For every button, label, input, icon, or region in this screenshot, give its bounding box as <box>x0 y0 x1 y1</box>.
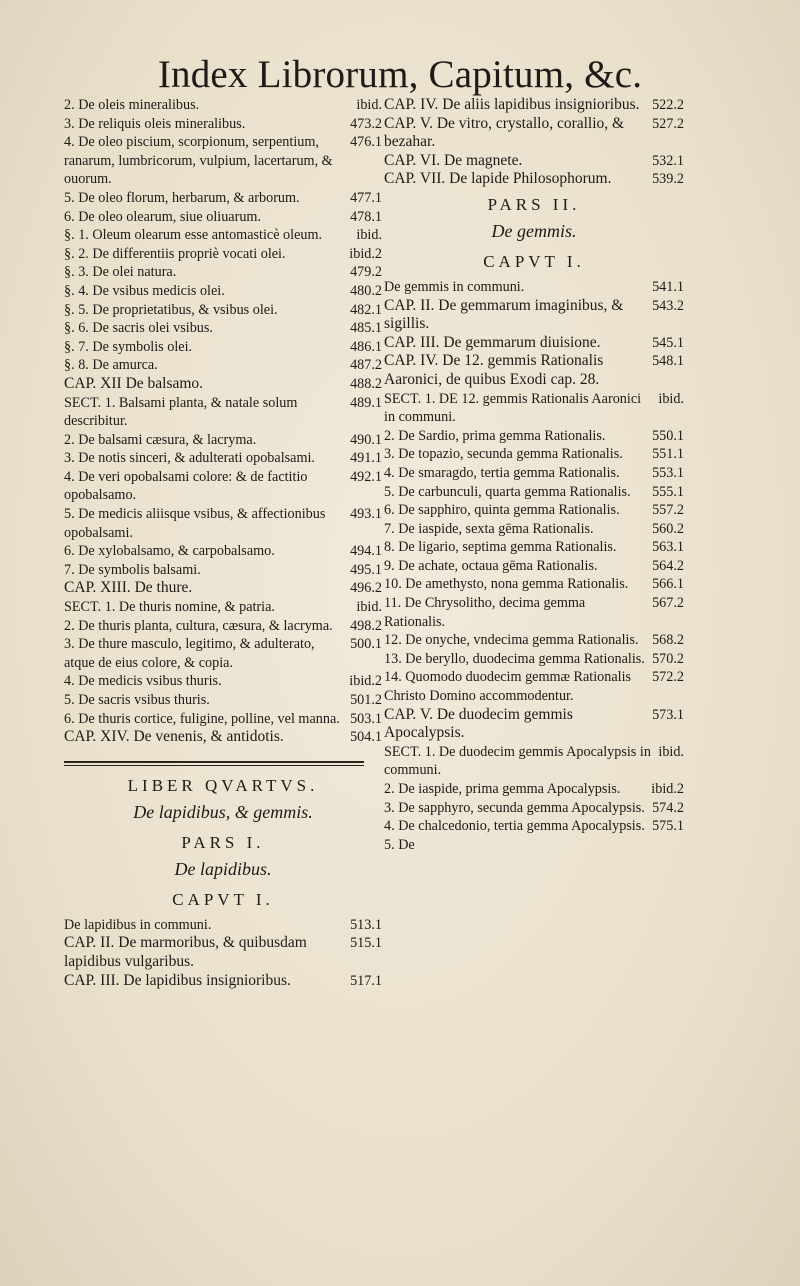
entry-page-number: 485.1 <box>350 320 382 337</box>
page-title: Index Librorum, Capitum, &c. <box>157 53 643 96</box>
index-entry <box>384 743 684 780</box>
entry-page-number: 515.1 <box>350 935 382 952</box>
entry-page-number: 504.1 <box>350 729 382 746</box>
entry-title: 7. De symbolis balsami. <box>64 561 201 578</box>
index-entry <box>384 520 684 539</box>
index-entry <box>384 464 684 483</box>
entry-page-number: 498.2 <box>350 617 382 634</box>
entry-title: §. 7. De symbolis olei. <box>64 338 193 355</box>
pars-1-subtitle: De lapidibus. <box>174 858 272 879</box>
entry-title: 4. De oleo piscium, scorpionum, serpentium, ranarum, lumbricorum, vulpium, lacertarum, & ouorum. <box>64 134 333 188</box>
entry-title: CAP. VI. De magnete. <box>384 151 523 169</box>
index-entry <box>384 817 684 836</box>
entry-title: CAP. II. De marmoribus, & quibusdam lapidibus vulgaribus. <box>64 934 307 970</box>
entry-title: 14. Quomodo duodecim gemmæ Rationalis Christo Domino accommodentur. <box>384 669 632 705</box>
entry-page-number: ibid.2 <box>651 781 684 797</box>
entry-page-number: 480.2 <box>350 282 382 299</box>
index-entry <box>384 501 684 520</box>
entry-page-number: 532.1 <box>652 152 684 169</box>
entry-title: 6. De oleo olearum, siue oliuarum. <box>64 208 261 225</box>
index-entry <box>64 972 382 991</box>
entry-page-number: 513.1 <box>350 916 382 933</box>
entry-page-number: 567.2 <box>652 595 684 612</box>
index-entry <box>384 557 684 576</box>
index-entry <box>64 245 382 264</box>
entry-title: 12. De onyche, vndecima gemma Rationalis. <box>384 632 639 649</box>
right-entry-list <box>384 96 684 189</box>
entry-title: §. 6. De sacris olei vsibus. <box>64 320 213 337</box>
entry-page-number: 495.1 <box>350 561 382 578</box>
entry-title: 8. De ligario, septima gemma Rationalis. <box>384 539 617 556</box>
entry-page-number: 478.1 <box>350 208 382 225</box>
entry-page-number: 560.2 <box>652 520 684 537</box>
entry-title: 2. De Sardio, prima gemma Rationalis. <box>384 427 606 444</box>
index-entry <box>64 617 382 636</box>
entry-page-number: 473.2 <box>350 115 382 132</box>
index-entry <box>64 672 382 691</box>
entry-title: 4. De medicis vsibus thuris. <box>64 673 222 690</box>
entry-page-number: ibid. <box>356 599 382 616</box>
book-heading: LIBER QVARTVS. <box>127 775 319 795</box>
entry-title: 5. De medicis aliisque vsibus, & affectionibus opobalsami. <box>64 506 326 541</box>
entry-title: 7. De iaspide, sexta gēma Rationalis. <box>384 520 594 537</box>
section-rule <box>64 761 364 766</box>
pars-1-heading: PARS I. <box>181 832 265 852</box>
index-entry <box>384 668 684 705</box>
entry-page-number: 486.1 <box>350 338 382 355</box>
entry-page-number: 573.1 <box>652 706 684 723</box>
right-entry-list-2 <box>384 278 684 854</box>
entry-title: 5. De carbunculi, quarta gemma Rationalis. <box>384 483 631 500</box>
entry-title: 6. De xylobalsamo, & carpobalsamo. <box>64 543 275 560</box>
index-entry <box>384 96 684 115</box>
left-column <box>64 96 382 990</box>
entry-title: 2. De oleis mineralibus. <box>64 97 200 113</box>
entry-page-number: ibid.2 <box>349 245 382 262</box>
index-entry <box>64 916 382 935</box>
entry-title: CAP. III. De lapidibus insignioribus. <box>64 971 291 989</box>
entry-page-number: 501.2 <box>350 692 382 708</box>
entry-title: 13. De beryllo, duodecima gemma Rationalis. <box>384 650 645 667</box>
entry-page-number: ibid. <box>356 227 382 244</box>
entry-title: CAP. V. De vitro, crystallo, corallio, & bezahar. <box>384 114 625 151</box>
entry-title: 4. De smaragdo, tertia gemma Rationalis. <box>384 464 620 481</box>
index-entry <box>384 390 684 427</box>
index-entry <box>384 170 684 189</box>
index-entry <box>384 352 684 389</box>
caput-1-heading: CAPVT I. <box>172 889 274 909</box>
index-entry <box>64 319 382 338</box>
index-entry <box>384 538 684 557</box>
index-entry <box>64 208 382 227</box>
index-entry <box>64 431 382 450</box>
index-entry <box>64 394 382 431</box>
entry-page-number: 553.1 <box>652 464 684 481</box>
entry-page-number: 557.2 <box>652 502 684 519</box>
entry-title: De lapidibus in communi. <box>64 916 212 933</box>
entry-page-number: 568.2 <box>652 632 684 649</box>
entry-title: CAP. IV. De 12. gemmis Rationalis Aaronici, de quibus Exodi cap. 28. <box>384 352 604 388</box>
entry-page-number: 563.1 <box>652 539 684 556</box>
entry-page-number: 539.2 <box>652 171 684 188</box>
entry-title: CAP. V. De duodecim gemmis Apocalypsis. <box>384 705 573 742</box>
entry-title: CAP. XII De balsamo. <box>64 374 204 392</box>
index-entry <box>384 836 684 855</box>
entry-title: CAP. XIII. De thure. <box>64 579 193 597</box>
index-entry <box>64 263 382 282</box>
entry-title: 9. De achate, octaua gēma Rationalis. <box>384 557 598 574</box>
index-entry <box>64 449 382 468</box>
index-entry <box>384 594 684 631</box>
entry-page-number: ibid. <box>658 743 684 760</box>
entry-page-number: 550.1 <box>652 427 684 444</box>
entry-page-number: 555.1 <box>652 483 684 500</box>
entry-page-number: 575.1 <box>652 818 684 835</box>
index-entry <box>384 483 684 502</box>
index-entry <box>384 445 684 464</box>
entry-title: 2. De iaspide, prima gemma Apocalypsis. <box>384 781 621 797</box>
entry-title: SECT. 1. Balsami planta, & natale solum describitur. <box>64 394 298 430</box>
index-entry <box>64 505 382 542</box>
entry-page-number: 489.1 <box>350 394 382 411</box>
index-entry <box>64 468 382 505</box>
index-entry <box>64 189 382 208</box>
index-entry <box>64 115 382 134</box>
entry-page-number: 566.1 <box>652 576 684 593</box>
index-entry <box>384 799 684 818</box>
entry-title: §. 3. De olei natura. <box>64 264 177 281</box>
index-entry <box>384 650 684 669</box>
index-entry <box>64 710 382 729</box>
entry-page-number: 543.2 <box>652 297 684 314</box>
index-entry <box>384 780 684 799</box>
index-entry <box>64 691 382 710</box>
entry-title: 5. De sacris vsibus thuris. <box>64 692 210 708</box>
entry-page-number: 545.1 <box>652 334 684 351</box>
entry-page-number: 479.2 <box>350 264 382 281</box>
entry-title: CAP. VII. De lapide Philosophorum. <box>384 170 612 188</box>
entry-title: 10. De amethysto, nona gemma Rationalis. <box>384 576 629 593</box>
index-entry <box>384 631 684 650</box>
entry-page-number: 572.2 <box>652 669 684 686</box>
entry-title: 6. De thuris cortice, fuligine, polline, vel manna. <box>64 710 340 727</box>
index-entry <box>64 542 382 561</box>
entry-page-number: 570.2 <box>652 650 684 667</box>
entry-title: 11. De Chrysolitho, decima gemma Rationalis. <box>384 595 586 630</box>
index-entry <box>384 334 684 353</box>
index-entry <box>384 706 684 743</box>
book-subtitle: De lapidibus, & gemmis. <box>133 801 313 822</box>
entry-title: §. 8. De amurca. <box>64 357 158 374</box>
index-entry <box>64 133 382 189</box>
entry-title: De gemmis in communi. <box>384 278 525 295</box>
entry-page-number: 522.2 <box>652 97 684 113</box>
index-entry <box>64 561 382 580</box>
entry-page-number: 492.1 <box>350 468 382 485</box>
entry-page-number: 491.1 <box>350 450 382 467</box>
entry-title: 3. De reliquis oleis mineralibus. <box>64 115 246 132</box>
index-entry <box>64 375 382 394</box>
entry-page-number: ibid. <box>356 97 382 113</box>
pars-2-subtitle: De gemmis. <box>491 220 577 241</box>
entry-title: 3. De thure masculo, legitimo, & adulterato, atque de eius colore, & copia. <box>64 636 315 671</box>
index-entry <box>64 579 382 598</box>
pars-2-heading: PARS II. <box>487 194 581 214</box>
entry-title: 2. De balsami cæsura, & lacryma. <box>64 431 257 448</box>
entry-page-number: 541.1 <box>652 278 684 295</box>
index-entry <box>384 152 684 171</box>
entry-title: 3. De topazio, secunda gemma Rationalis. <box>384 446 623 463</box>
index-entry <box>64 728 382 747</box>
entry-title: §. 4. De vsibus medicis olei. <box>64 282 225 299</box>
index-entry <box>64 282 382 301</box>
entry-title: 4. De chalcedonio, tertia gemma Apocalypsis. <box>384 818 645 835</box>
entry-page-number: 527.2 <box>652 115 684 132</box>
entry-title: SECT. 1. DE 12. gemmis Rationalis Aaronici in communi. <box>384 390 642 426</box>
index-entry <box>64 598 382 617</box>
entry-title: SECT. 1. De thuris nomine, & patria. <box>64 599 275 616</box>
entry-title: 2. De thuris planta, cultura, cæsura, & lacryma. <box>64 617 333 634</box>
entry-title: 5. De <box>384 836 415 853</box>
entry-title: CAP. II. De gemmarum imaginibus, & sigillis. <box>384 296 624 333</box>
index-entry <box>64 226 382 245</box>
entry-page-number: 496.2 <box>350 580 382 597</box>
entry-title: CAP. XIV. De venenis, & antidotis. <box>64 728 284 746</box>
index-entry <box>64 301 382 320</box>
entry-page-number: 487.2 <box>350 357 382 374</box>
index-entry <box>64 338 382 357</box>
entry-page-number: 482.1 <box>350 301 382 318</box>
entry-title: §. 1. Oleum olearum esse antomasticè oleum. <box>64 227 323 244</box>
index-entry <box>64 96 382 115</box>
index-entry <box>64 356 382 375</box>
caput-2-heading: CAPVT I. <box>483 251 585 271</box>
entry-page-number: 503.1 <box>350 710 382 727</box>
entry-title: CAP. IV. De aliis lapidibus insignioribus. <box>384 96 640 113</box>
entry-title: §. 2. De differentiis propriè vocati olei. <box>64 245 286 262</box>
index-entry <box>64 635 382 672</box>
entry-title: 4. De veri opobalsami colore: & de factitio opobalsamo. <box>64 468 308 504</box>
entry-page-number: 564.2 <box>652 557 684 574</box>
entry-page-number: 488.2 <box>350 375 382 392</box>
left-entry-list-2 <box>64 916 382 990</box>
entry-title: 3. De notis sinceri, & adulterati opobalsami. <box>64 450 315 467</box>
entry-title: 6. De sapphiro, quinta gemma Rationalis. <box>384 502 620 519</box>
entry-title: CAP. III. De gemmarum diuisione. <box>384 333 601 351</box>
entry-title: 3. De sapphyro, secunda gemma Apocalypsis. <box>384 799 645 816</box>
entry-title: 5. De oleo florum, herbarum, & arborum. <box>64 189 300 206</box>
entry-page-number: ibid. <box>658 390 684 407</box>
entry-title: SECT. 1. De duodecim gemmis Apocalypsis in communi. <box>384 743 651 779</box>
index-entry <box>384 278 684 297</box>
entry-page-number: 494.1 <box>350 543 382 560</box>
index-entry <box>384 297 684 334</box>
entry-page-number: 490.1 <box>350 431 382 448</box>
entry-page-number: 517.1 <box>350 972 382 989</box>
index-entry <box>64 934 382 971</box>
index-entry <box>384 575 684 594</box>
entry-page-number: 500.1 <box>350 636 382 653</box>
entry-page-number: 477.1 <box>350 189 382 206</box>
entry-page-number: 574.2 <box>652 799 684 816</box>
entry-page-number: 476.1 <box>350 134 382 151</box>
index-entry <box>384 427 684 446</box>
entry-page-number: ibid.2 <box>349 673 382 690</box>
index-entry <box>384 115 684 152</box>
entry-page-number: 548.1 <box>652 353 684 370</box>
left-entry-list <box>64 96 382 747</box>
entry-page-number: 551.1 <box>652 446 684 463</box>
entry-title: §. 5. De proprietatibus, & vsibus olei. <box>64 301 278 318</box>
right-column <box>384 96 684 854</box>
entry-page-number: 493.1 <box>350 506 382 523</box>
